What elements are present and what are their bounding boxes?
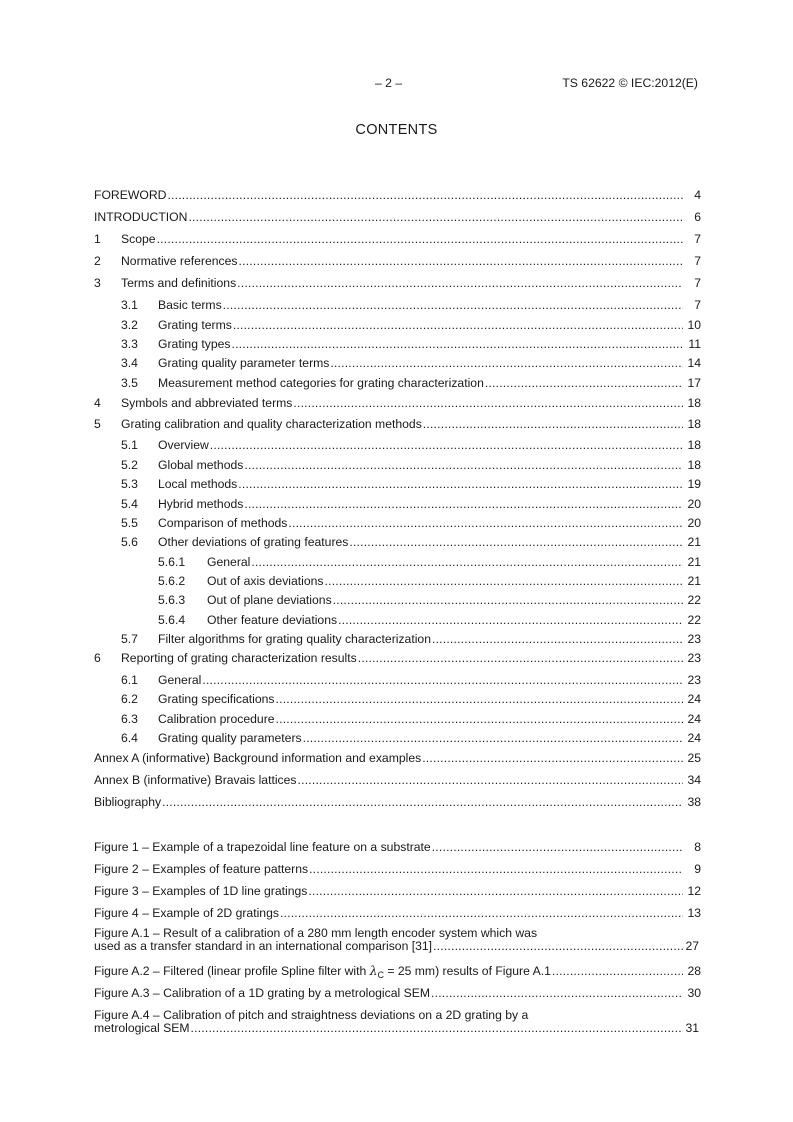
toc-page-number: 38: [687, 795, 701, 809]
toc-entry[interactable]: [0, 417, 793, 432]
toc-page-number: 6: [694, 210, 701, 224]
toc-page-number: 27: [685, 939, 699, 953]
toc-page-number: 34: [687, 773, 701, 787]
dot-leader: [276, 692, 683, 707]
dot-leader: [238, 477, 683, 492]
toc-entry-title: Grating calibration and quality characterization methods: [121, 417, 422, 431]
toc-entry-title: Normative references: [121, 254, 238, 268]
dot-leader: [432, 840, 683, 855]
toc-page-number: 12: [687, 884, 701, 898]
dot-leader: [485, 376, 683, 391]
toc-figure-a4-line1: Figure A.4 – Calibration of pitch and straightness deviations on a 2D grating by a: [94, 1008, 529, 1022]
dot-leader: [358, 651, 683, 666]
toc-section-number: 5.2: [121, 458, 138, 472]
toc-entry-title: Measurement method categories for grating characterization: [158, 376, 484, 390]
dot-leader: [288, 516, 683, 531]
toc-entry[interactable]: [0, 535, 793, 550]
toc-entry-title: Global methods: [158, 458, 244, 472]
toc-section-number: 5: [94, 417, 101, 431]
toc-page-number: 7: [694, 298, 701, 312]
dot-leader: [298, 773, 683, 788]
toc-entry-title: Grating quality parameter terms: [158, 356, 330, 370]
toc-page-number: 23: [687, 673, 701, 687]
toc-page-number: 7: [694, 232, 701, 246]
toc-page-number: 22: [687, 593, 701, 607]
dot-leader: [202, 673, 683, 688]
toc-figure-a4-line2: metrological SEM: [94, 1021, 190, 1035]
toc-section-number: 6: [94, 651, 101, 665]
page-number: – 2 –: [375, 76, 403, 90]
toc-page-number: 23: [687, 651, 701, 665]
toc-page-number: 17: [687, 376, 701, 390]
toc-entry-title: Symbols and abbreviated terms: [121, 396, 293, 410]
toc-page-number: 8: [694, 840, 701, 854]
toc-entry[interactable]: [0, 497, 793, 512]
toc-figure-a3[interactable]: [0, 986, 793, 1001]
toc-entry[interactable]: [0, 210, 793, 225]
toc-entry-title: Grating quality parameters: [158, 731, 302, 745]
dot-leader: [231, 337, 683, 352]
toc-page-number: 13: [687, 906, 701, 920]
toc-section-number: 1: [94, 232, 101, 246]
dot-leader: [423, 417, 683, 432]
toc-figure-a1-line2: used as a transfer standard in an international comparison [31]: [94, 939, 433, 953]
toc-figure-a1-line1: Figure A.1 – Result of a calibration of a 280 mm length encoder system which was: [94, 926, 538, 940]
toc-entry-title: Annex B (informative) Bravais lattices: [94, 773, 297, 787]
dot-leader: [431, 986, 683, 1001]
toc-page-number: 24: [687, 731, 701, 745]
toc-figure-a1[interactable]: [94, 926, 699, 956]
toc-section-number: 6.3: [121, 712, 138, 726]
dot-leader: [303, 731, 683, 746]
toc-entry-title: Calibration procedure: [158, 712, 275, 726]
toc-entry[interactable]: [0, 337, 793, 352]
standard-identifier: TS 62622 © IEC:2012(E): [562, 76, 698, 90]
toc-page-number: 10: [687, 318, 701, 332]
toc-figure-a2-title: Figure A.2 – Filtered (linear profile Spline filter with $\lambda_C = 25$ mm) results of Figure A.1: [94, 964, 551, 979]
toc-section-number: 5.6.1: [158, 555, 186, 569]
toc-entry[interactable]: [0, 795, 793, 810]
toc-section-number: 6.2: [121, 692, 138, 706]
toc-section-number: 5.6.2: [158, 574, 186, 588]
toc-page-number: 20: [687, 497, 701, 511]
toc-entry[interactable]: [0, 516, 793, 531]
toc-page-number: 18: [687, 458, 701, 472]
toc-entry-title: Overview: [158, 438, 209, 452]
toc-page-number: 18: [687, 417, 701, 431]
dot-leader: [325, 574, 683, 589]
toc-figure-title: Figure 1 – Example of a trapezoidal line feature on a substrate: [94, 840, 431, 854]
toc-entry-title: Hybrid methods: [158, 497, 244, 511]
toc-entry-title: Filter algorithms for grating quality characterization: [158, 632, 431, 646]
toc-entry[interactable]: [0, 298, 793, 313]
dot-leader: [191, 1021, 683, 1036]
toc-entry-title: Other deviations of grating features: [158, 535, 349, 549]
toc-entry[interactable]: [0, 773, 793, 788]
dot-leader: [276, 712, 683, 727]
dot-leader: [280, 906, 683, 921]
dot-leader: [333, 593, 683, 608]
toc-section-number: 5.4: [121, 497, 138, 511]
dot-leader: [223, 298, 683, 313]
toc-figure-a3-title: Figure A.3 – Calibration of a 1D grating by a metrological SEM: [94, 986, 431, 1000]
dot-leader: [157, 232, 683, 247]
toc-page-number: 30: [687, 986, 701, 1000]
toc-page-number: 23: [687, 632, 701, 646]
toc-figure-entry[interactable]: [0, 840, 793, 855]
toc-entry[interactable]: [0, 254, 793, 269]
toc-entry-title: Scope: [121, 232, 156, 246]
toc-page-number: 18: [687, 438, 701, 452]
toc-entry-title: General: [207, 555, 251, 569]
toc-page-number: 24: [687, 692, 701, 706]
toc-section-number: 3.1: [121, 298, 138, 312]
toc-section-number: 5.1: [121, 438, 138, 452]
toc-entry[interactable]: [0, 712, 793, 727]
toc-entry-title: Grating types: [158, 337, 231, 351]
toc-page-number: 19: [687, 477, 701, 491]
dot-leader: [237, 276, 683, 291]
contents-title: CONTENTS: [355, 122, 438, 138]
toc-entry-title: FOREWORD: [94, 188, 167, 202]
dot-leader: [338, 613, 683, 628]
dot-leader: [244, 458, 683, 473]
toc-entry-title: General: [158, 673, 202, 687]
toc-section-number: 2: [94, 254, 101, 268]
toc-section-number: 3.4: [121, 356, 138, 370]
toc-page-number: 25: [687, 751, 701, 765]
toc-figure-a2[interactable]: [0, 964, 793, 979]
toc-section-number: 5.6.3: [158, 593, 186, 607]
toc-entry-title: Annex A (informative) Background information and examples: [94, 751, 422, 765]
toc-entry[interactable]: [0, 376, 793, 391]
toc-figure-title: Figure 3 – Examples of 1D line gratings: [94, 884, 308, 898]
toc-page-number: 11: [688, 337, 701, 351]
toc-entry-title: Out of plane deviations: [207, 593, 332, 607]
dot-leader: [308, 884, 683, 899]
toc-page-number: 18: [687, 396, 701, 410]
toc-entry-title: Bibliography: [94, 795, 162, 809]
toc-section-number: 5.6: [121, 535, 138, 549]
toc-section-number: 5.3: [121, 477, 138, 491]
toc-page-number: 31: [685, 1021, 699, 1035]
toc-entry[interactable]: [0, 555, 793, 570]
toc-entry[interactable]: [0, 632, 793, 647]
dot-leader: [188, 210, 683, 225]
toc-section-number: 5.7: [121, 632, 138, 646]
toc-entry-title: Reporting of grating characterization results: [121, 651, 357, 665]
toc-entry-title: Comparison of methods: [158, 516, 288, 530]
page-header: [0, 76, 793, 92]
toc-page-number: 24: [687, 712, 701, 726]
toc-page-number: 21: [687, 535, 701, 549]
dot-leader: [239, 254, 683, 269]
toc-entry[interactable]: [0, 438, 793, 453]
dot-leader: [422, 751, 683, 766]
toc-entry-title: Basic terms: [158, 298, 222, 312]
toc-page-number: 21: [687, 555, 701, 569]
lambda-symbol: λ: [369, 964, 378, 978]
toc-page-number: 4: [694, 188, 701, 202]
toc-section-number: 5.5: [121, 516, 138, 530]
toc-entry[interactable]: [0, 356, 793, 371]
dot-leader: [210, 438, 683, 453]
toc-section-number: 4: [94, 396, 101, 410]
dot-leader: [244, 497, 683, 512]
toc-entry-title: Other feature deviations: [207, 613, 338, 627]
toc-figure-entry[interactable]: [0, 884, 793, 899]
toc-page-number: 9: [694, 862, 701, 876]
toc-figure-title: Figure 2 – Examples of feature patterns: [94, 862, 309, 876]
dot-leader: [309, 862, 683, 877]
toc-page-number: 14: [687, 356, 701, 370]
toc-entry[interactable]: [0, 593, 793, 608]
toc-entry[interactable]: [0, 673, 793, 688]
toc-entry[interactable]: [0, 396, 793, 411]
toc-entry[interactable]: [0, 188, 793, 203]
toc-entry[interactable]: [0, 477, 793, 492]
toc-page-number: 22: [687, 613, 701, 627]
dot-leader: [293, 396, 683, 411]
toc-entry[interactable]: [0, 232, 793, 247]
toc-section-number: 6.4: [121, 731, 138, 745]
toc-section-number: 6.1: [121, 673, 138, 687]
toc-entry[interactable]: [0, 651, 793, 666]
toc-entry-title: Terms and definitions: [121, 276, 237, 290]
toc-entry-title: Grating specifications: [158, 692, 275, 706]
toc-entry[interactable]: [0, 751, 793, 766]
dot-leader: [167, 188, 683, 203]
toc-figure-a4[interactable]: [94, 1008, 699, 1038]
dot-leader: [330, 356, 683, 371]
toc-entry[interactable]: [0, 276, 793, 291]
toc-entry[interactable]: [0, 458, 793, 473]
toc-page-number: 21: [687, 574, 701, 588]
dot-leader: [251, 555, 683, 570]
dot-leader: [552, 964, 683, 979]
dot-leader: [432, 632, 683, 647]
toc-section-number: 3.5: [121, 376, 138, 390]
toc-entry-title: Grating terms: [158, 318, 232, 332]
toc-figure-entry[interactable]: [0, 862, 793, 877]
toc-page-number: 28: [687, 964, 701, 978]
toc-entry[interactable]: [0, 613, 793, 628]
toc-entry-title: Local methods: [158, 477, 238, 491]
toc-page-number: 20: [687, 516, 701, 530]
toc-section-number: 5.6.4: [158, 613, 186, 627]
toc-section-number: 3.3: [121, 337, 138, 351]
toc-figure-title: Figure 4 – Example of 2D gratings: [94, 906, 279, 920]
toc-page-number: 7: [694, 254, 701, 268]
toc-entry[interactable]: [0, 731, 793, 746]
toc-entry[interactable]: [0, 574, 793, 589]
lambda-subscript: C: [377, 970, 384, 979]
dot-leader: [162, 795, 683, 810]
toc-entry[interactable]: [0, 318, 793, 333]
toc-entry-title: Out of axis deviations: [207, 574, 324, 588]
toc-figure-entry[interactable]: [0, 906, 793, 921]
toc-page-number: 7: [694, 276, 701, 290]
toc-entry[interactable]: [0, 692, 793, 707]
dot-leader: [433, 939, 683, 954]
toc-section-number: 3: [94, 276, 101, 290]
toc-section-number: 3.2: [121, 318, 138, 332]
dot-leader: [233, 318, 683, 333]
toc-entry-title: INTRODUCTION: [94, 210, 188, 224]
dot-leader: [349, 535, 683, 550]
